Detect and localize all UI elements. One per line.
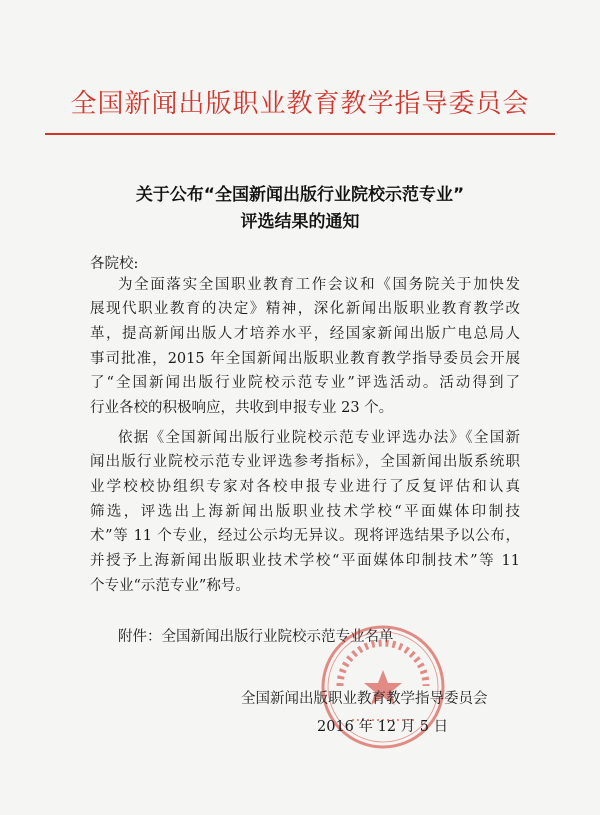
paragraph-2-line: 闻出版行业院校示范专业评选参考指标》，全国新闻出版系统职 bbox=[90, 454, 520, 470]
paragraph-1-line: 事司批准，2015 年全国新闻出版职业教育教学指导委员会开展 bbox=[90, 351, 520, 367]
salutation: 各院校: bbox=[90, 256, 139, 272]
letterhead-divider bbox=[45, 133, 555, 135]
paragraph-2-line: 个专业“示范专业”称号。 bbox=[90, 578, 250, 594]
letterhead-org-name: 全国新闻出版职业教育教学指导委员会 bbox=[70, 89, 530, 119]
document-title-line-1: 关于公布“全国新闻出版行业院校示范专业” bbox=[135, 185, 465, 205]
paragraph-2-line: 筛选，评选出上海新闻出版职业技术学校“平面媒体印制技 bbox=[90, 504, 520, 520]
attachment-note: 附件：全国新闻出版行业院校示范专业名单 bbox=[118, 629, 394, 645]
paragraph-1-line: 为全面落实全国职业教育工作会议和《国务院关于加快发 bbox=[118, 277, 520, 293]
paragraph-1-line: 革，提高新闻出版人才培养水平，经国家新闻出版广电总局人 bbox=[90, 326, 520, 342]
paragraph-1-line: 行业各校的积极响应，共收到申报专业 23 个。 bbox=[90, 400, 394, 416]
paragraph-2-line: 依据《全国新闻出版行业院校示范专业评选办法》《全国新 bbox=[118, 430, 520, 446]
paragraph-2-line: 术”等 11 个专业，经过公示均无异议。现将评选结果予以公布， bbox=[90, 528, 520, 544]
paragraph-1-line: 了“全国新闻出版行业院校示范专业”评选活动。活动得到了 bbox=[90, 375, 520, 391]
signature-date: 2016 年 12 月 5 日 bbox=[317, 719, 449, 735]
paragraph-2-line: 业学校校协组织专家对各校申报专业进行了反复评估和认真 bbox=[90, 479, 520, 495]
signature-organization: 全国新闻出版职业教育教学指导委员会 bbox=[241, 691, 488, 707]
document-title-line-2: 评选结果的通知 bbox=[240, 212, 360, 232]
paragraph-1-line: 展现代职业教育的决定》精神，深化新闻出版职业教育教学改 bbox=[90, 301, 520, 317]
paragraph-2-line: 并授予上海新闻出版职业技术学校“平面媒体印制技术”等 11 bbox=[90, 553, 520, 569]
